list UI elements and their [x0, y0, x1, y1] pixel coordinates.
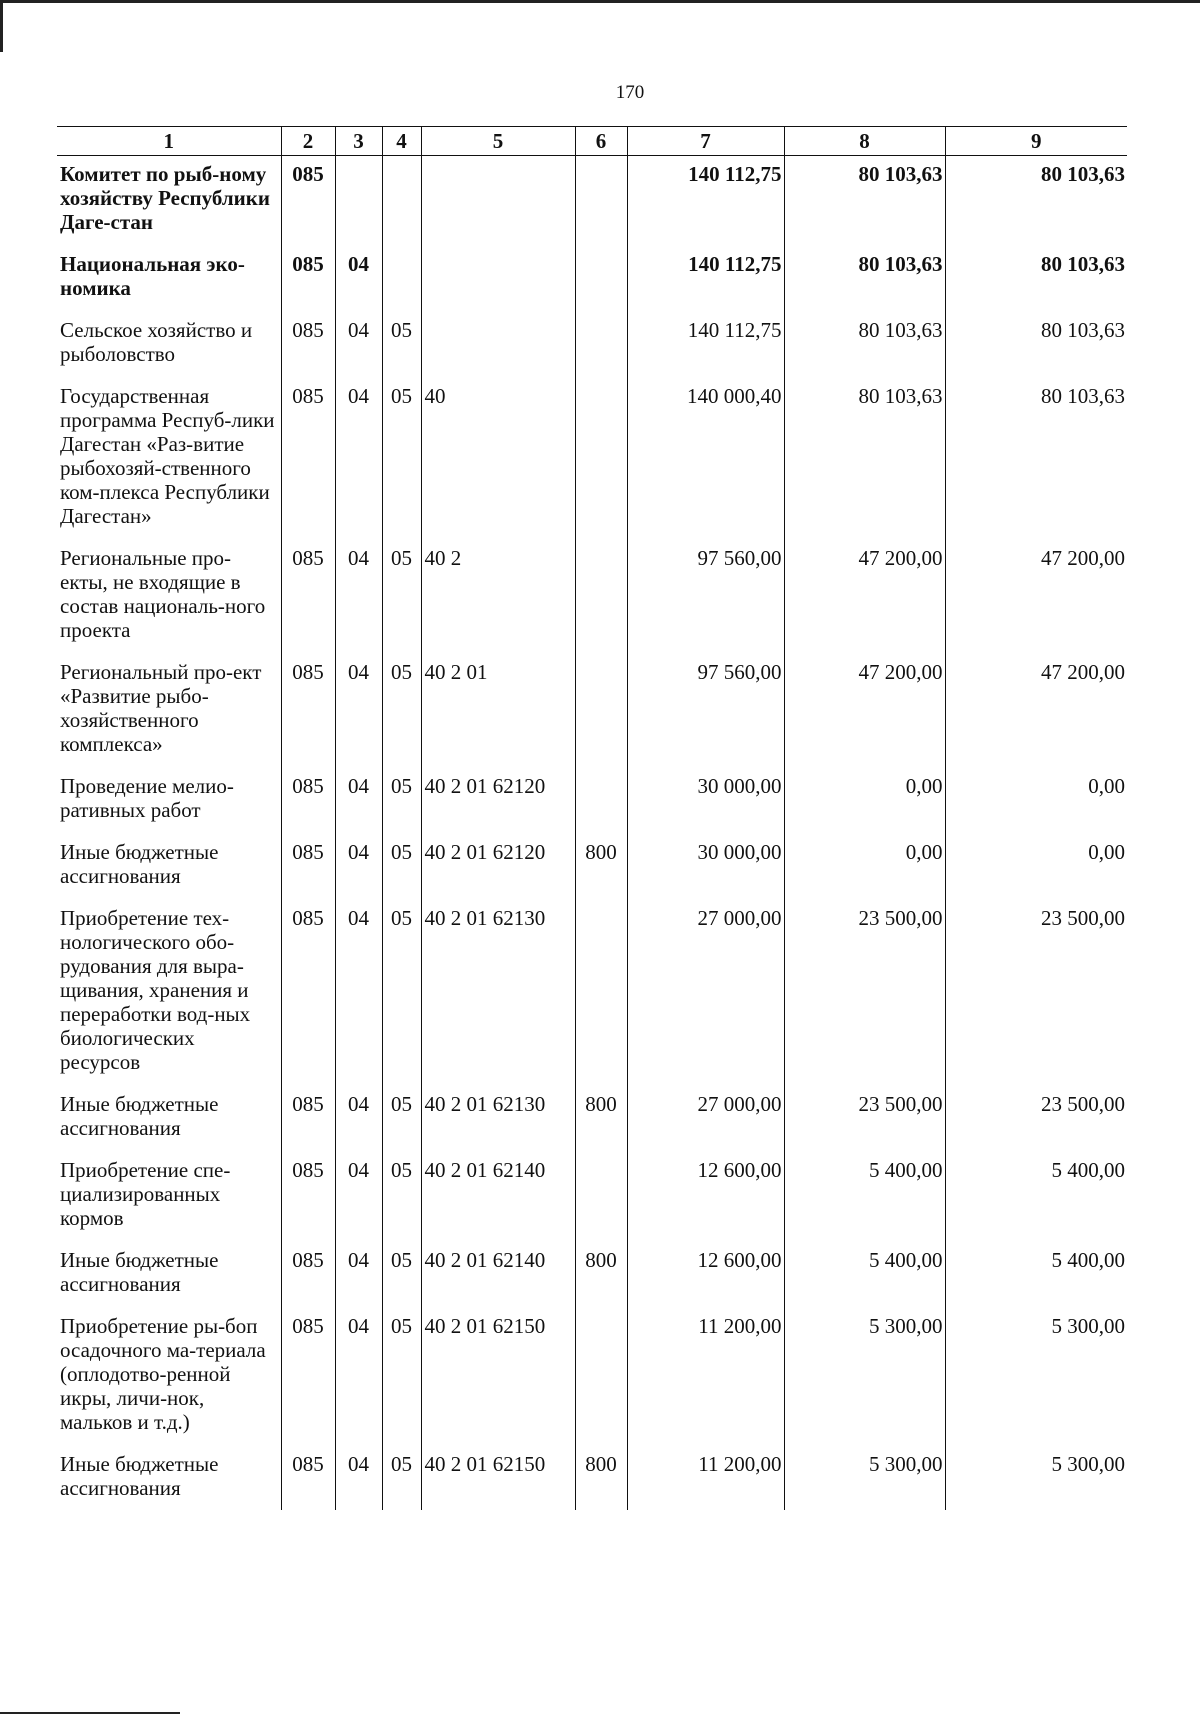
- header-col-9: 9: [945, 127, 1127, 156]
- header-col-2: 2: [281, 127, 335, 156]
- target-article-code: 40 2 01 62120: [421, 766, 575, 832]
- header-col-4: 4: [382, 127, 421, 156]
- header-row: [57, 127, 1127, 156]
- table-row: [57, 1306, 1127, 1444]
- section-code: 04: [335, 1444, 382, 1510]
- amount-col-7: 140 000,40: [627, 376, 784, 538]
- ministry-code: 085: [281, 1084, 335, 1150]
- item-name: Национальная эко-номика: [60, 252, 245, 300]
- target-article-code: 40 2 01 62140: [421, 1240, 575, 1306]
- expense-type-code: [575, 1306, 627, 1444]
- target-article-code: 40 2: [421, 538, 575, 652]
- amount-col-9: 5 300,00: [945, 1306, 1127, 1444]
- amount-col-8: 5 300,00: [784, 1444, 945, 1510]
- item-name: Приобретение спе-циализированных кормов: [60, 1158, 231, 1230]
- amount-col-7: 97 560,00: [627, 538, 784, 652]
- amount-col-8: 47 200,00: [784, 538, 945, 652]
- ministry-code: 085: [281, 1306, 335, 1444]
- item-name: Государственная программа Респуб-лики Дагестан «Раз-витие рыбохозяй-ственного ком-плекса Республики Дагестан»: [60, 384, 275, 528]
- table-row: [57, 1150, 1127, 1240]
- subsection-code: 05: [382, 310, 421, 376]
- subsection-code: 05: [382, 1240, 421, 1306]
- ministry-code: 085: [281, 244, 335, 310]
- section-code: 04: [335, 1084, 382, 1150]
- subsection-code: [382, 156, 421, 245]
- amount-col-9: 80 103,63: [945, 244, 1127, 310]
- ministry-code: 085: [281, 376, 335, 538]
- subsection-code: 05: [382, 1084, 421, 1150]
- amount-col-7: 140 112,75: [627, 244, 784, 310]
- subsection-code: 05: [382, 832, 421, 898]
- table-row: [57, 538, 1127, 652]
- amount-col-8: 80 103,63: [784, 376, 945, 538]
- expense-type-code: 800: [575, 1240, 627, 1306]
- amount-col-9: 80 103,63: [945, 376, 1127, 538]
- item-name: Приобретение ры-боп осадочного ма-териала (оплодотво-ренной икры, личи-нок, мальков и т.д.): [60, 1314, 266, 1434]
- amount-col-9: 5 400,00: [945, 1240, 1127, 1306]
- amount-col-7: 140 112,75: [627, 156, 784, 245]
- table-row: [57, 1444, 1127, 1510]
- section-code: [335, 156, 382, 245]
- amount-col-9: 23 500,00: [945, 1084, 1127, 1150]
- expense-type-code: 800: [575, 832, 627, 898]
- amount-col-7: 12 600,00: [627, 1240, 784, 1306]
- subsection-code: 05: [382, 376, 421, 538]
- target-article-code: 40: [421, 376, 575, 538]
- item-name: Иные бюджетные ассигнования: [60, 1092, 219, 1140]
- table-row: [57, 898, 1127, 1084]
- ministry-code: 085: [281, 1444, 335, 1510]
- expense-type-code: [575, 156, 627, 245]
- amount-col-7: 12 600,00: [627, 1150, 784, 1240]
- table-row: [57, 244, 1127, 310]
- amount-col-8: 80 103,63: [784, 310, 945, 376]
- expense-type-code: 800: [575, 1444, 627, 1510]
- table-row: [57, 1084, 1127, 1150]
- amount-col-9: 47 200,00: [945, 538, 1127, 652]
- amount-col-8: 5 400,00: [784, 1240, 945, 1306]
- amount-col-8: 0,00: [784, 766, 945, 832]
- amount-col-8: 5 300,00: [784, 1306, 945, 1444]
- target-article-code: 40 2 01 62150: [421, 1444, 575, 1510]
- scan-border-left: [0, 0, 3, 52]
- item-name: Сельское хозяйство и рыболовство: [60, 318, 253, 366]
- amount-col-8: 23 500,00: [784, 1084, 945, 1150]
- subsection-code: [382, 244, 421, 310]
- ministry-code: 085: [281, 1240, 335, 1306]
- section-code: 04: [335, 652, 382, 766]
- section-code: 04: [335, 898, 382, 1084]
- amount-col-8: 80 103,63: [784, 156, 945, 245]
- subsection-code: 05: [382, 1150, 421, 1240]
- item-name: Иные бюджетные ассигнования: [60, 1248, 219, 1296]
- amount-col-9: 47 200,00: [945, 652, 1127, 766]
- section-code: 04: [335, 244, 382, 310]
- target-article-code: 40 2 01 62130: [421, 898, 575, 1084]
- table-header: [57, 127, 1127, 156]
- table-row: [57, 766, 1127, 832]
- subsection-code: 05: [382, 538, 421, 652]
- expense-type-code: [575, 1150, 627, 1240]
- subsection-code: 05: [382, 898, 421, 1084]
- amount-col-8: 80 103,63: [784, 244, 945, 310]
- amount-col-7: 30 000,00: [627, 832, 784, 898]
- table-row: [57, 310, 1127, 376]
- ministry-code: 085: [281, 156, 335, 245]
- amount-col-9: 80 103,63: [945, 310, 1127, 376]
- amount-col-7: 11 200,00: [627, 1444, 784, 1510]
- table-body: [57, 156, 1127, 1511]
- header-col-3: 3: [335, 127, 382, 156]
- section-code: 04: [335, 1240, 382, 1306]
- item-name: Региональный про-ект «Развитие рыбо-хозяйственного комплекса»: [60, 660, 262, 756]
- header-col-1: 1: [57, 127, 281, 156]
- section-code: 04: [335, 766, 382, 832]
- table-row: [57, 1240, 1127, 1306]
- ministry-code: 085: [281, 766, 335, 832]
- amount-col-7: 140 112,75: [627, 310, 784, 376]
- item-name: Региональные про-екты, не входящие в состав националь-ного проекта: [60, 546, 266, 642]
- subsection-code: 05: [382, 652, 421, 766]
- amount-col-8: 47 200,00: [784, 652, 945, 766]
- expense-type-code: [575, 538, 627, 652]
- header-col-6: 6: [575, 127, 627, 156]
- amount-col-7: 27 000,00: [627, 1084, 784, 1150]
- scan-border-bottom: [0, 1712, 180, 1714]
- amount-col-9: 80 103,63: [945, 156, 1127, 245]
- amount-col-8: 0,00: [784, 832, 945, 898]
- budget-table: [57, 126, 1127, 1510]
- section-code: 04: [335, 832, 382, 898]
- section-code: 04: [335, 310, 382, 376]
- ministry-code: 085: [281, 310, 335, 376]
- item-name: Проведение мелио-ративных работ: [60, 774, 234, 822]
- section-code: 04: [335, 1306, 382, 1444]
- ministry-code: 085: [281, 1150, 335, 1240]
- expense-type-code: [575, 766, 627, 832]
- amount-col-9: 0,00: [945, 832, 1127, 898]
- section-code: 04: [335, 538, 382, 652]
- target-article-code: [421, 310, 575, 376]
- header-col-8: 8: [784, 127, 945, 156]
- item-name: Приобретение тех-нологического обо-рудования для выра-щивания, хранения и переработки вод-ных биологических ресурсов: [60, 906, 251, 1074]
- amount-col-7: 97 560,00: [627, 652, 784, 766]
- header-col-5: 5: [421, 127, 575, 156]
- expense-type-code: [575, 376, 627, 538]
- scan-border-top: [0, 0, 1200, 3]
- target-article-code: 40 2 01 62120: [421, 832, 575, 898]
- item-name: Комитет по рыб-ному хозяйству Республики Даге-стан: [60, 162, 270, 234]
- amount-col-8: 23 500,00: [784, 898, 945, 1084]
- section-code: 04: [335, 376, 382, 538]
- amount-col-9: 5 300,00: [945, 1444, 1127, 1510]
- expense-type-code: 800: [575, 1084, 627, 1150]
- item-name: Иные бюджетные ассигнования: [60, 840, 219, 888]
- amount-col-7: 30 000,00: [627, 766, 784, 832]
- amount-col-9: 0,00: [945, 766, 1127, 832]
- item-name: Иные бюджетные ассигнования: [60, 1452, 219, 1500]
- target-article-code: [421, 244, 575, 310]
- table-row: [57, 156, 1127, 245]
- target-article-code: 40 2 01 62150: [421, 1306, 575, 1444]
- table-row: [57, 652, 1127, 766]
- page-number: 170: [615, 82, 645, 103]
- expense-type-code: [575, 652, 627, 766]
- expense-type-code: [575, 244, 627, 310]
- ministry-code: 085: [281, 898, 335, 1084]
- section-code: 04: [335, 1150, 382, 1240]
- expense-type-code: [575, 898, 627, 1084]
- amount-col-7: 27 000,00: [627, 898, 784, 1084]
- subsection-code: 05: [382, 1306, 421, 1444]
- target-article-code: 40 2 01 62130: [421, 1084, 575, 1150]
- ministry-code: 085: [281, 832, 335, 898]
- ministry-code: 085: [281, 538, 335, 652]
- subsection-code: 05: [382, 1444, 421, 1510]
- target-article-code: 40 2 01: [421, 652, 575, 766]
- amount-col-9: 23 500,00: [945, 898, 1127, 1084]
- amount-col-8: 5 400,00: [784, 1150, 945, 1240]
- amount-col-7: 11 200,00: [627, 1306, 784, 1444]
- expense-type-code: [575, 310, 627, 376]
- target-article-code: [421, 156, 575, 245]
- table-row: [57, 376, 1127, 538]
- table-row: [57, 832, 1127, 898]
- ministry-code: 085: [281, 652, 335, 766]
- header-col-7: 7: [627, 127, 784, 156]
- subsection-code: 05: [382, 766, 421, 832]
- target-article-code: 40 2 01 62140: [421, 1150, 575, 1240]
- amount-col-9: 5 400,00: [945, 1150, 1127, 1240]
